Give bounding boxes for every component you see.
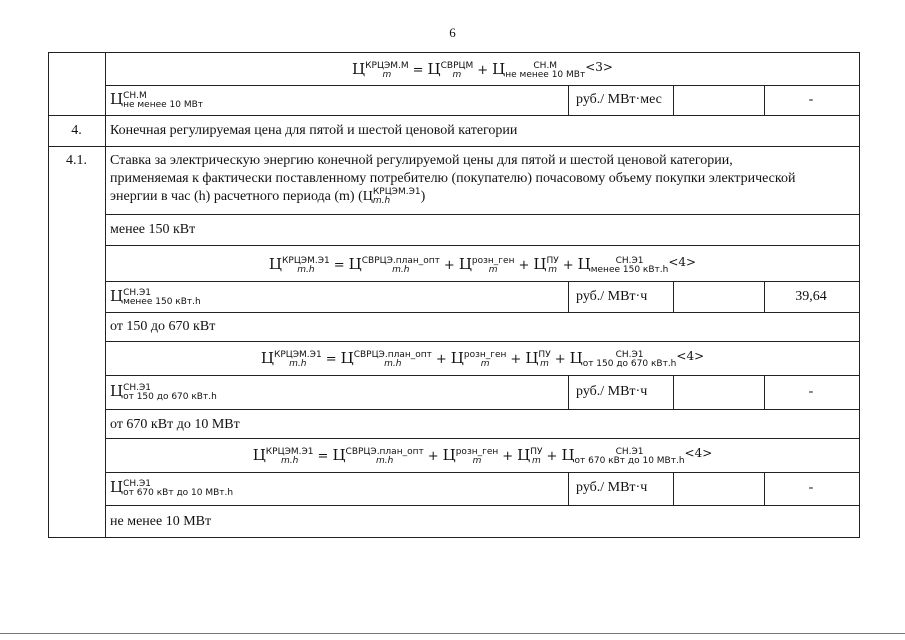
row-divider xyxy=(105,85,860,86)
formula-operator: + xyxy=(546,449,558,464)
formula-operator: + xyxy=(443,258,455,273)
formula-sup: СВРЦЭ.план_опт xyxy=(353,349,432,360)
row-label-band2 xyxy=(110,382,217,402)
formula-symbol: Ц xyxy=(110,382,124,400)
row-label-ch-m xyxy=(110,90,203,110)
section-text-line: применяемая к фактически поставленному потребителю (покупателю) почасовому объему покупки электрической xyxy=(110,171,796,186)
unit-cell: руб./ МВт·ч xyxy=(576,480,648,495)
formula-sub: m.h xyxy=(384,358,402,369)
formula-sup: СН.М xyxy=(123,90,147,101)
value-cell: - xyxy=(808,480,814,495)
formula-symbol: Ц xyxy=(569,349,583,367)
formula-operator: + xyxy=(477,63,489,78)
formula-symbol: Ц xyxy=(110,90,124,108)
formula-symbol: Ц xyxy=(450,349,464,367)
formula-band1 xyxy=(105,253,860,275)
row-divider xyxy=(105,281,860,282)
formula-sub: m.h xyxy=(297,264,315,275)
formula-symbol: Ц xyxy=(352,60,366,78)
formula-band2 xyxy=(105,347,860,369)
footnote-ref: <3> xyxy=(585,60,613,74)
footnote-ref: <4> xyxy=(676,349,705,363)
formula-operator: = xyxy=(333,258,345,273)
footnote-ref: <4> xyxy=(668,255,697,269)
formula-operator: = xyxy=(317,449,329,464)
formula-sup: СН.Э1 xyxy=(123,478,152,489)
formula-sup: КРЦЭМ.Э1 xyxy=(265,446,314,457)
formula-sub: не менее 10 МВт xyxy=(505,69,586,80)
page-number: 6 xyxy=(449,25,456,40)
formula-sup: розн_ген xyxy=(463,349,507,360)
formula-operator: + xyxy=(518,258,530,273)
formula-sub: менее 150 кВт.h xyxy=(590,264,669,275)
formula-sup: СН.Э1 xyxy=(615,446,644,457)
formula-sub: m.h xyxy=(280,455,299,466)
formula-sup: СН.Э1 xyxy=(123,287,152,298)
formula-symbol: Ц xyxy=(533,255,547,273)
formula-sub: от 150 до 670 кВт.h xyxy=(123,391,217,402)
table-border-top xyxy=(48,52,860,53)
formula-sup: СН.Э1 xyxy=(615,255,644,266)
formula-sup: СВРЦЭ.план_опт xyxy=(345,446,424,457)
formula-sup: ПУ xyxy=(538,349,551,360)
formula-sub: m xyxy=(532,455,541,466)
scan-edge xyxy=(0,633,905,640)
formula-sub: m xyxy=(548,264,557,275)
formula-symbol: Ц xyxy=(577,255,591,273)
formula-sup: КРЦЭМ.Э1 xyxy=(282,255,330,266)
formula-sup: КРЦЭМ.Э1 xyxy=(372,187,421,197)
section-number: 4. xyxy=(71,123,82,138)
row-divider xyxy=(105,375,860,376)
section-number: 4.1. xyxy=(66,153,87,168)
row-divider xyxy=(105,409,860,410)
value-cell: 39,64 xyxy=(795,289,827,304)
value-cell: - xyxy=(808,92,814,107)
row-divider xyxy=(105,505,860,506)
formula-sup: розн_ген xyxy=(455,446,499,457)
formula-operator: + xyxy=(435,352,447,367)
row-divider xyxy=(48,146,860,147)
footnote-ref: <4> xyxy=(684,446,713,460)
formula-symbol: Ц xyxy=(268,255,282,273)
table-border-bottom xyxy=(48,537,860,538)
formula-sub: не менее 10 МВт xyxy=(123,99,204,110)
section-text-line: Ставка за электрическую энергию конечной регулируемой цены для пятой и шестой ценовой категории, xyxy=(110,153,733,168)
formula-sup: СН.Э1 xyxy=(615,349,644,360)
formula-symbol: Ц xyxy=(458,255,472,273)
formula-operator: = xyxy=(325,352,337,367)
row-divider xyxy=(105,438,860,439)
formula-sup: КРЦЭМ.М xyxy=(365,60,409,71)
formula-sub: m.h xyxy=(375,455,394,466)
unit-cell: руб./ МВт·ч xyxy=(576,384,648,399)
formula-sup: СН.М xyxy=(533,60,558,71)
formula-operator: + xyxy=(502,449,514,464)
formula-sub: m xyxy=(480,358,490,369)
formula-sup: КРЦЭМ.Э1 xyxy=(273,349,322,360)
row-divider xyxy=(48,115,860,116)
formula-symbol: Ц xyxy=(110,287,124,305)
formula-sub: m xyxy=(488,264,498,275)
formula-sub: m.h xyxy=(392,264,410,275)
formula-sub: m.h xyxy=(289,358,307,369)
formula-sup: розн_ген xyxy=(471,255,515,266)
formula-symbol: Ц xyxy=(332,446,346,464)
formula-krcem-m xyxy=(105,58,860,80)
formula-symbol: Ц xyxy=(252,446,266,464)
formula-sub: менее 150 кВт.h xyxy=(123,296,201,307)
formula-symbol: Ц xyxy=(340,349,354,367)
formula-symbol: Ц xyxy=(561,446,575,464)
formula-sub: m xyxy=(382,69,392,80)
unit-cell: руб./ МВт·ч xyxy=(576,289,648,304)
band-label: от 150 до 670 кВт xyxy=(110,319,216,334)
formula-symbol: Ц xyxy=(348,255,362,273)
row-divider xyxy=(105,214,860,215)
formula-sup: СВРЦМ xyxy=(440,60,474,71)
unit-cell: руб./ МВт·мес xyxy=(576,92,662,107)
formula-sup: ПУ xyxy=(530,446,543,457)
section-text-line xyxy=(110,188,425,206)
row-label-band3 xyxy=(110,478,233,498)
formula-sub: m xyxy=(540,358,549,369)
formula-operator: + xyxy=(427,449,439,464)
formula-operator: + xyxy=(554,352,566,367)
section-title: Конечная регулируемая цена для пятой и шестой ценовой категории xyxy=(110,123,518,138)
value-cell: - xyxy=(808,384,814,399)
formula-operator: + xyxy=(510,352,522,367)
formula-sub: m xyxy=(472,455,482,466)
row-divider xyxy=(105,472,860,473)
formula-sub: m xyxy=(452,69,462,80)
row-label-band1 xyxy=(110,287,201,307)
band-label: не менее 10 МВт xyxy=(110,514,212,529)
formula-symbol: Ц xyxy=(110,478,124,496)
formula-sub: от 150 до 670 кВт.h xyxy=(582,358,677,369)
formula-symbol: Ц xyxy=(492,60,506,78)
row-divider xyxy=(105,341,860,342)
formula-symbol: Ц xyxy=(517,446,531,464)
formula-operator: = xyxy=(412,63,424,78)
formula-band3 xyxy=(105,444,860,466)
band-label: менее 150 кВт xyxy=(110,222,196,237)
formula-symbol: Ц xyxy=(427,60,441,78)
row-divider xyxy=(105,245,860,246)
section-text-fragment: ) xyxy=(420,189,426,205)
formula-symbol: Ц xyxy=(260,349,274,367)
formula-sup: СВРЦЭ.план_опт xyxy=(361,255,440,266)
formula-operator: + xyxy=(562,258,574,273)
formula-symbol: Ц xyxy=(442,446,456,464)
formula-sub: от 670 кВт до 10 МВт.h xyxy=(123,487,234,498)
row-divider xyxy=(105,312,860,313)
tariff-table xyxy=(48,52,860,538)
section-text-fragment: энергии в час (h) расчетного периода (m) (Ц xyxy=(110,189,373,205)
formula-sub: от 670 кВт до 10 МВт.h xyxy=(574,455,685,466)
formula-sup: СН.Э1 xyxy=(123,382,152,393)
formula-symbol: Ц xyxy=(525,349,539,367)
band-label: от 670 кВт до 10 МВт xyxy=(110,417,240,432)
formula-sub: m.h xyxy=(372,196,391,206)
formula-sup: ПУ xyxy=(546,255,559,266)
